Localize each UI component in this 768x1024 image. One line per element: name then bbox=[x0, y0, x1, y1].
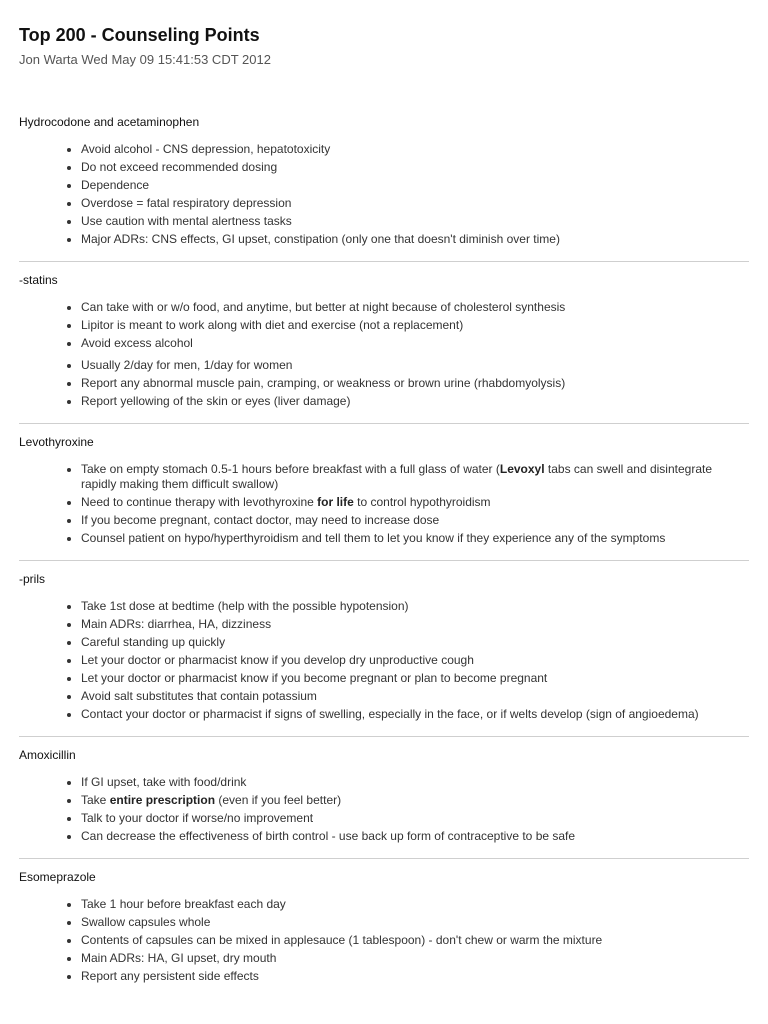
counseling-points-list bbox=[19, 599, 749, 722]
emphasized-text: entire prescription bbox=[109, 793, 216, 807]
section-heading: Levothyroxine bbox=[19, 435, 94, 449]
point-text: Do not exceed recommended dosing bbox=[81, 160, 278, 174]
counseling-point bbox=[81, 599, 749, 614]
counseling-point bbox=[81, 915, 749, 930]
section-heading: -statins bbox=[19, 273, 58, 287]
point-text: Swallow capsules whole bbox=[81, 915, 211, 929]
point-text: (even if you feel better) bbox=[215, 793, 342, 807]
point-text: If you become pregnant, contact doctor, may need to increase dose bbox=[81, 513, 440, 527]
counseling-point bbox=[81, 214, 749, 229]
counseling-point bbox=[81, 811, 749, 826]
counseling-point bbox=[81, 462, 749, 492]
point-text: Can decrease the effectiveness of birth control - use back up form of contraceptive to be safe bbox=[81, 829, 576, 843]
counseling-point bbox=[81, 358, 749, 373]
counseling-point bbox=[81, 318, 749, 333]
point-text: Take 1 hour before breakfast each day bbox=[81, 897, 286, 911]
counseling-point bbox=[81, 707, 749, 722]
counseling-points-list bbox=[19, 358, 749, 409]
point-text: Counsel patient on hypo/hyperthyroidism and tell them to let you know if they experience any of the symptoms bbox=[81, 531, 666, 545]
point-text: Major ADRs: CNS effects, GI upset, constipation (only one that doesn't diminish over time) bbox=[81, 232, 560, 246]
drug-section bbox=[19, 747, 749, 859]
drug-section bbox=[19, 272, 749, 424]
counseling-point bbox=[81, 232, 749, 247]
drug-section bbox=[19, 434, 749, 561]
counseling-point bbox=[81, 969, 749, 984]
point-text: Avoid excess alcohol bbox=[81, 336, 193, 350]
point-text: Avoid salt substitutes that contain potassium bbox=[81, 689, 317, 703]
counseling-point bbox=[81, 617, 749, 632]
counseling-point bbox=[81, 653, 749, 668]
emphasized-text: for life bbox=[317, 495, 354, 509]
point-text: Lipitor is meant to work along with diet and exercise (not a replacement) bbox=[81, 318, 464, 332]
point-text: to control hypothyroidism bbox=[353, 495, 491, 509]
counseling-point bbox=[81, 829, 749, 844]
counseling-point bbox=[81, 160, 749, 175]
point-text: Dependence bbox=[81, 178, 150, 192]
counseling-points-list bbox=[19, 142, 749, 247]
counseling-point bbox=[81, 394, 749, 409]
drug-section bbox=[19, 571, 749, 737]
point-text: Take bbox=[81, 793, 110, 807]
author-date-line: Jon Warta Wed May 09 15:41:53 CDT 2012 bbox=[19, 52, 271, 67]
counseling-point bbox=[81, 775, 749, 790]
counseling-points-list bbox=[19, 462, 749, 546]
counseling-point bbox=[81, 793, 749, 808]
point-text: Contact your doctor or pharmacist if signs of swelling, especially in the face, or if welts develop (sign of angioedema) bbox=[81, 707, 699, 721]
point-text: Talk to your doctor if worse/no improvement bbox=[81, 811, 314, 825]
page-title: Top 200 - Counseling Points bbox=[19, 25, 260, 45]
point-text: Report yellowing of the skin or eyes (liver damage) bbox=[81, 394, 351, 408]
section-heading: Hydrocodone and acetaminophen bbox=[19, 115, 200, 129]
point-text: Take 1st dose at bedtime (help with the possible hypotension) bbox=[81, 599, 409, 613]
section-heading: Amoxicillin bbox=[19, 748, 76, 762]
counseling-points-list bbox=[19, 775, 749, 844]
counseling-point bbox=[81, 196, 749, 211]
point-text: Use caution with mental alertness tasks bbox=[81, 214, 292, 228]
point-text: Main ADRs: diarrhea, HA, dizziness bbox=[81, 617, 272, 631]
counseling-point bbox=[81, 300, 749, 315]
point-text: Need to continue therapy with levothyroxine bbox=[81, 495, 318, 509]
point-text: Careful standing up quickly bbox=[81, 635, 226, 649]
counseling-point bbox=[81, 336, 749, 351]
point-text: Take on empty stomach 0.5-1 hours before breakfast with a full glass of water ( bbox=[81, 462, 500, 476]
counseling-point bbox=[81, 178, 749, 193]
point-text: Usually 2/day for men, 1/day for women bbox=[81, 358, 293, 372]
counseling-point bbox=[81, 531, 749, 546]
point-text: Main ADRs: HA, GI upset, dry mouth bbox=[81, 951, 277, 965]
counseling-point bbox=[81, 635, 749, 650]
point-text: Report any persistent side effects bbox=[81, 969, 259, 983]
section-heading: -prils bbox=[19, 572, 45, 586]
point-text: If GI upset, take with food/drink bbox=[81, 775, 247, 789]
counseling-point bbox=[81, 513, 749, 528]
counseling-points-list bbox=[19, 897, 749, 984]
point-text: Avoid alcohol - CNS depression, hepatotoxicity bbox=[81, 142, 331, 156]
point-text: Report any abnormal muscle pain, cramping, or weakness or brown urine (rhabdomyolysis) bbox=[81, 376, 566, 390]
sections-container bbox=[19, 114, 749, 998]
counseling-point bbox=[81, 951, 749, 966]
point-text: Contents of capsules can be mixed in applesauce (1 tablespoon) - don't chew or warm the mixture bbox=[81, 933, 603, 947]
drug-section bbox=[19, 869, 749, 998]
point-text: Overdose = fatal respiratory depression bbox=[81, 196, 292, 210]
counseling-points-list bbox=[19, 300, 749, 351]
point-text: tabs can swell and disintegrate rapidly making them difficult swallow) bbox=[81, 462, 713, 491]
drug-section bbox=[19, 114, 749, 262]
counseling-point bbox=[81, 376, 749, 391]
counseling-point bbox=[81, 689, 749, 704]
counseling-point bbox=[81, 897, 749, 912]
point-text: Let your doctor or pharmacist know if you develop dry unproductive cough bbox=[81, 653, 474, 667]
counseling-point bbox=[81, 671, 749, 686]
counseling-point bbox=[81, 142, 749, 157]
point-text: Can take with or w/o food, and anytime, but better at night because of cholesterol synthesis bbox=[81, 300, 566, 314]
counseling-point bbox=[81, 495, 749, 510]
section-heading: Esomeprazole bbox=[19, 870, 96, 884]
point-text: Let your doctor or pharmacist know if you become pregnant or plan to become pregnant bbox=[81, 671, 548, 685]
emphasized-text: Levoxyl bbox=[499, 462, 545, 476]
counseling-point bbox=[81, 933, 749, 948]
